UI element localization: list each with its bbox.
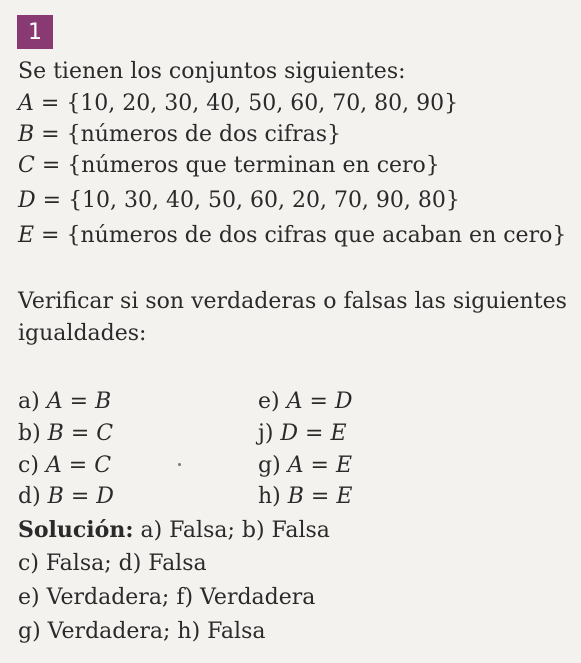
item-expression: B = D [47,484,114,509]
item-expression: B = E [287,484,353,509]
set-definition: {números de dos cifras que acaban en cero} [66,223,567,248]
item-label: e) [258,389,280,414]
item-c [18,452,111,480]
item-a [18,388,111,416]
item-d [18,483,114,511]
item-e [258,388,353,416]
set-definition: {10, 20, 30, 40, 50, 60, 70, 80, 90} [66,91,459,116]
set-definition: {números de dos cifras} [66,122,341,147]
set-name: E [18,223,35,248]
set-name: D [18,188,36,213]
set-b-line: B = {números de dos cifras} [18,122,341,147]
set-name: B [18,122,35,147]
set-name: A [18,91,34,116]
item-label: b) [18,421,41,446]
solution-text: a) Falsa; b) Falsa [140,518,330,543]
solution-line-4: g) Verdadera; h) Falsa [18,619,266,644]
solution-line-2: c) Falsa; d) Falsa [18,551,207,576]
item-expression: A = C [45,453,112,478]
question-line-1: Verificar si son verdaderas o falsas las siguientes [18,289,567,314]
intro-text: Se tienen los conjuntos siguientes: [18,59,406,84]
item-label: a) [18,389,40,414]
item-label: g) [258,453,281,478]
set-e-line: E = {números de dos cifras que acaban en cero} [18,223,567,248]
set-definition: {10, 30, 40, 50, 60, 20, 70, 90, 80} [68,188,460,213]
item-g [258,452,352,480]
item-label: j) [258,421,274,446]
item-expression: D = E [280,421,347,446]
item-j [258,420,347,448]
item-expression: A = B [46,389,112,414]
question-line-2: igualdades: [18,321,147,346]
item-expression: A = E [287,453,353,478]
item-expression: A = D [286,389,353,414]
print-speck [178,463,181,466]
item-h [258,483,352,511]
set-name: C [18,153,35,178]
set-a-line: A = {10, 20, 30, 40, 50, 60, 70, 80, 90} [18,91,459,116]
item-label: d) [18,484,41,509]
item-label: c) [18,453,39,478]
exercise-number: 1 [28,19,42,45]
set-c-line: C = {números que terminan en cero} [18,153,440,178]
item-label: h) [258,484,281,509]
set-d-line: D = {10, 30, 40, 50, 60, 20, 70, 90, 80} [18,188,460,213]
solution-label: Solución: [18,517,134,543]
exercise-number-badge [17,15,53,49]
set-definition: {números que terminan en cero} [67,153,440,178]
item-expression: B = C [47,421,114,446]
item-b [18,420,113,448]
solution-line-1 [18,516,330,545]
solution-line-3: e) Verdadera; f) Verdadera [18,585,316,610]
